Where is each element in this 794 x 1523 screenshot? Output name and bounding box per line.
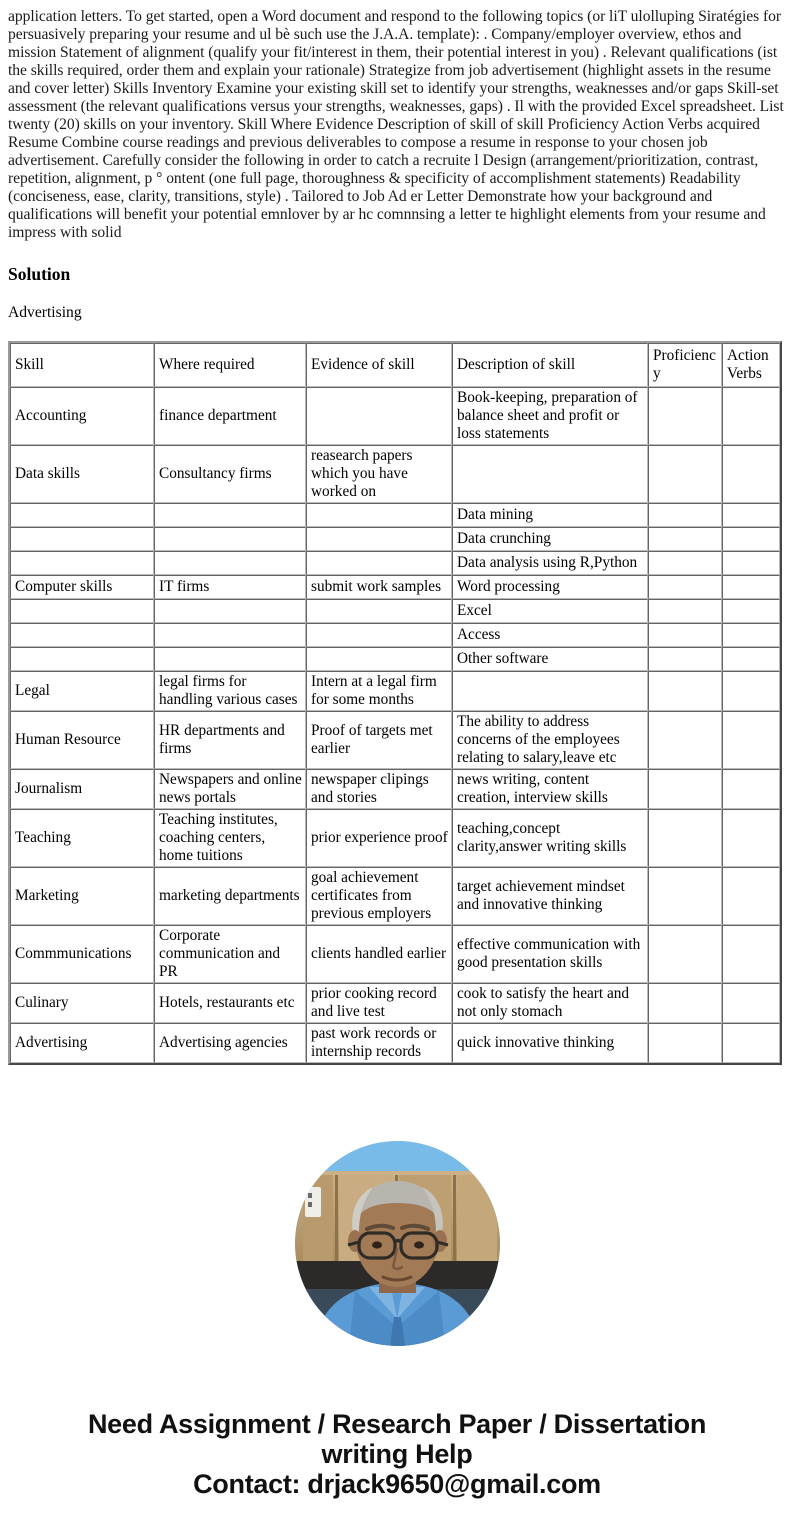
cell-action-verbs — [722, 599, 780, 623]
cell-proficiency — [648, 575, 722, 599]
cell-description: effective communication with good presentation skills — [452, 925, 648, 983]
cell-proficiency — [648, 809, 722, 867]
table-header-row — [10, 343, 780, 387]
cell-description: quick innovative thinking — [452, 1023, 648, 1063]
cell-description: Data analysis using R,Python — [452, 551, 648, 575]
avatar-illustration — [295, 1141, 500, 1346]
cell-skill: Accounting — [10, 387, 154, 445]
cell-where-required: marketing departments — [154, 867, 306, 925]
skills-table-head — [10, 343, 780, 387]
cell-where-required: finance department — [154, 387, 306, 445]
cell-proficiency — [648, 387, 722, 445]
advertising-label: Advertising — [8, 304, 82, 321]
cell-description: Other software — [452, 647, 648, 671]
cell-skill — [10, 551, 154, 575]
cell-action-verbs — [722, 575, 780, 599]
cell-evidence: newspaper clipings and stories — [306, 769, 452, 809]
cell-evidence: clients handled earlier — [306, 925, 452, 983]
column-header-description-of-skill: Description of skill — [452, 343, 648, 387]
cell-skill — [10, 599, 154, 623]
cell-evidence — [306, 647, 452, 671]
cell-description: Word processing — [452, 575, 648, 599]
skills-table — [8, 341, 782, 1065]
table-row — [10, 1023, 780, 1063]
cell-description: Data crunching — [452, 527, 648, 551]
cell-evidence — [306, 387, 452, 445]
cell-action-verbs — [722, 769, 780, 809]
cell-action-verbs — [722, 527, 780, 551]
cell-evidence: past work records or internship records — [306, 1023, 452, 1063]
cell-where-required: Teaching institutes, coaching centers, home tuitions — [154, 809, 306, 867]
cell-where-required — [154, 599, 306, 623]
cell-where-required: HR departments and firms — [154, 711, 306, 769]
cell-evidence: goal achievement certificates from previous employers — [306, 867, 452, 925]
cell-where-required: Corporate communication and PR — [154, 925, 306, 983]
cell-skill: Legal — [10, 671, 154, 711]
table-row — [10, 575, 780, 599]
table-row — [10, 711, 780, 769]
cell-proficiency — [648, 925, 722, 983]
cell-proficiency — [648, 623, 722, 647]
column-header-action-verbs: Action Verbs — [722, 343, 780, 387]
cell-description: Excel — [452, 599, 648, 623]
cell-skill — [10, 503, 154, 527]
cell-where-required: Hotels, restaurants etc — [154, 983, 306, 1023]
cell-proficiency — [648, 599, 722, 623]
table-row — [10, 445, 780, 503]
column-header-skill: Skill — [10, 343, 154, 387]
cell-skill: Teaching — [10, 809, 154, 867]
intro-paragraph: application letters. To get started, open a Word document and respond to the following topics (or liT ulolluping Siratégies for persuasively preparing your resume and ul bè such use the J.A.A. template): . Company/employer overview, ethos and mission Statement of alignment (qualify your fit/interest in them, their potential interest in you) . Relevant qualifications (ist the skills required, order them and explain your rationale) Strategize from job advertisement (highlight assets in the resume and cover letter) Skills Inventory Examine your existing skill set to identify your strengths, weaknesses and/or gaps Skill-set assessment (the relevant qualifications versus your strengths, weaknesses, gaps) . Il with the provided Excel spreadsheet. List twenty (20) skills on your inventory. Skill Where Evidence Description of skill of skill Proficiency Action Verbs acquired Resume Combine course readings and previous deliverables to compose a resume in response to your chosen job advertisement. Carefully consider the following in order to catch a recruite l Design (arrangement/prioritization, contrast, repetition, alignment, p ° ontent (one full page, thoroughness & specificity of accomplishment statements) Readability (conciseness, ease, clarity, transitions, style) . Tailored to Job Ad er Letter Demonstrate how your background and qualifications will benefit your potential emnlover by ar hc comnnsing a letter te highlight elements from your resume and impress with solid — [8, 8, 784, 241]
cell-evidence: submit work samples — [306, 575, 452, 599]
cell-description: The ability to address concerns of the employees relating to salary,leave etc — [452, 711, 648, 769]
cell-skill — [10, 647, 154, 671]
cell-action-verbs — [722, 503, 780, 527]
profile-photo-block — [0, 1141, 794, 1351]
cell-proficiency — [648, 983, 722, 1023]
cell-skill: Human Resource — [10, 711, 154, 769]
cell-where-required — [154, 551, 306, 575]
cell-evidence: Proof of targets met earlier — [306, 711, 452, 769]
skills-table-container — [0, 341, 794, 1065]
cell-description: target achievement mindset and innovative thinking — [452, 867, 648, 925]
cell-evidence — [306, 503, 452, 527]
solution-heading: Solution — [8, 264, 71, 284]
cell-action-verbs — [722, 387, 780, 445]
column-header-evidence-of-skill: Evidence of skill — [306, 343, 452, 387]
cell-action-verbs — [722, 1023, 780, 1063]
cell-evidence: prior cooking record and live test — [306, 983, 452, 1023]
table-row — [10, 503, 780, 527]
cell-evidence — [306, 551, 452, 575]
table-row — [10, 809, 780, 867]
cell-action-verbs — [722, 809, 780, 867]
skills-table-body — [10, 387, 780, 1063]
cell-where-required: Consultancy firms — [154, 445, 306, 503]
cell-proficiency — [648, 503, 722, 527]
cell-skill: Marketing — [10, 867, 154, 925]
table-row — [10, 387, 780, 445]
cell-where-required — [154, 623, 306, 647]
cell-evidence: reasearch papers which you have worked on — [306, 445, 452, 503]
cell-evidence — [306, 599, 452, 623]
cell-proficiency — [648, 445, 722, 503]
cell-action-verbs — [722, 445, 780, 503]
column-header-proficiency: Proficiency — [648, 343, 722, 387]
table-row — [10, 671, 780, 711]
cell-evidence: Intern at a legal firm for some months — [306, 671, 452, 711]
cell-action-verbs — [722, 711, 780, 769]
cell-skill: Computer skills — [10, 575, 154, 599]
table-row — [10, 867, 780, 925]
cell-where-required — [154, 647, 306, 671]
cell-proficiency — [648, 1023, 722, 1063]
table-row — [10, 647, 780, 671]
cell-skill — [10, 623, 154, 647]
cell-description: Data mining — [452, 503, 648, 527]
cell-proficiency — [648, 551, 722, 575]
cell-action-verbs — [722, 867, 780, 925]
table-row — [10, 527, 780, 551]
cell-proficiency — [648, 647, 722, 671]
cell-description — [452, 671, 648, 711]
column-header-where-required: Where required — [154, 343, 306, 387]
cell-description: teaching,concept clarity,answer writing skills — [452, 809, 648, 867]
cell-skill: Commmunications — [10, 925, 154, 983]
promo-line-2: writing Help — [321, 1439, 473, 1469]
table-row — [10, 925, 780, 983]
table-row — [10, 983, 780, 1023]
cell-skill: Advertising — [10, 1023, 154, 1063]
cell-proficiency — [648, 527, 722, 551]
cell-evidence — [306, 623, 452, 647]
cell-action-verbs — [722, 551, 780, 575]
cell-where-required: Newspapers and online news portals — [154, 769, 306, 809]
cell-description: news writing, content creation, interview skills — [452, 769, 648, 809]
cell-description: Book-keeping, preparation of balance sheet and profit or loss statements — [452, 387, 648, 445]
cell-where-required: legal firms for handling various cases — [154, 671, 306, 711]
cell-proficiency — [648, 769, 722, 809]
cell-evidence — [306, 527, 452, 551]
promo-block — [0, 1409, 794, 1499]
cell-skill: Culinary — [10, 983, 154, 1023]
promo-line-1: Need Assignment / Research Paper / Dissertation — [87, 1409, 707, 1439]
table-row — [10, 551, 780, 575]
cell-action-verbs — [722, 671, 780, 711]
cell-where-required: Advertising agencies — [154, 1023, 306, 1063]
cell-description: cook to satisfy the heart and not only stomach — [452, 983, 648, 1023]
avatar — [295, 1141, 500, 1346]
cell-proficiency — [648, 711, 722, 769]
cell-where-required — [154, 503, 306, 527]
table-row — [10, 623, 780, 647]
cell-action-verbs — [722, 623, 780, 647]
cell-action-verbs — [722, 925, 780, 983]
cell-action-verbs — [722, 983, 780, 1023]
cell-proficiency — [648, 867, 722, 925]
table-row — [10, 599, 780, 623]
cell-skill: Data skills — [10, 445, 154, 503]
cell-where-required: IT firms — [154, 575, 306, 599]
cell-skill: Journalism — [10, 769, 154, 809]
cell-action-verbs — [722, 647, 780, 671]
cell-evidence: prior experience proof — [306, 809, 452, 867]
cell-proficiency — [648, 671, 722, 711]
promo-line-3: Contact: drjack9650@gmail.com — [193, 1469, 601, 1499]
cell-where-required — [154, 527, 306, 551]
cell-description — [452, 445, 648, 503]
cell-skill — [10, 527, 154, 551]
cell-description: Access — [452, 623, 648, 647]
table-row — [10, 769, 780, 809]
